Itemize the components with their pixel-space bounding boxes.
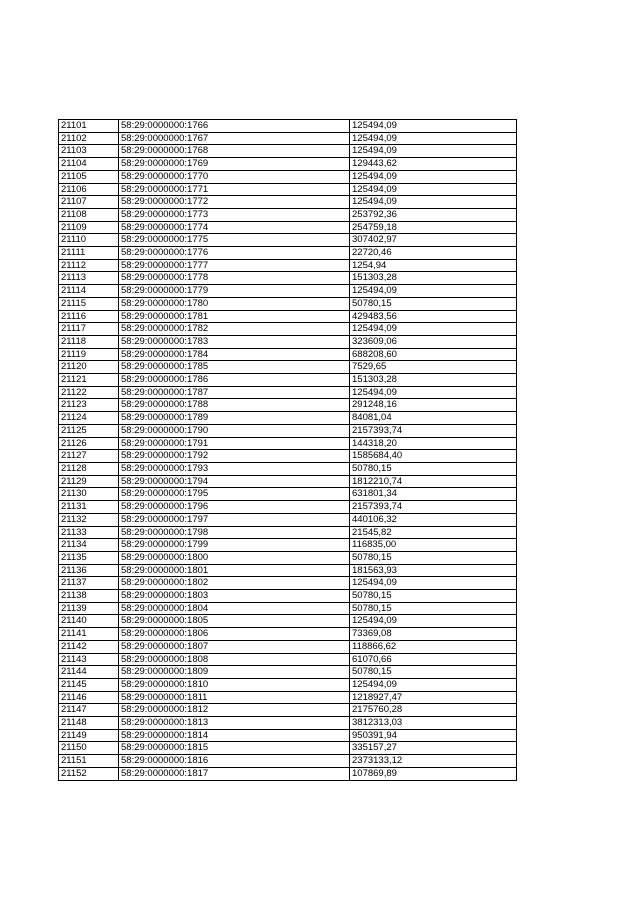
table-row [59,615,517,628]
value-cell: 307402,97 [350,234,517,247]
value-cell: 335157,27 [350,742,517,755]
row-number-cell: 21122 [59,386,119,399]
table-row [59,526,517,539]
table-row [59,259,517,272]
row-number-cell: 21119 [59,348,119,361]
value-cell: 125494,09 [350,323,517,336]
row-number-cell: 21102 [59,132,119,145]
table-row [59,704,517,717]
table-row [59,323,517,336]
table-row [59,297,517,310]
row-number-cell: 21133 [59,526,119,539]
row-number-cell: 21101 [59,120,119,133]
cadastral-number-cell: 58:29:0000000:1781 [119,310,350,323]
row-number-cell: 21130 [59,488,119,501]
row-number-cell: 21104 [59,158,119,171]
cadastral-number-cell: 58:29:0000000:1816 [119,755,350,768]
value-cell: 1218927,47 [350,691,517,704]
row-number-cell: 21103 [59,145,119,158]
value-cell: 440106,32 [350,513,517,526]
table-row [59,551,517,564]
cadastral-number-cell: 58:29:0000000:1768 [119,145,350,158]
row-number-cell: 21128 [59,462,119,475]
cadastral-number-cell: 58:29:0000000:1810 [119,678,350,691]
table-row [59,628,517,641]
row-number-cell: 21116 [59,310,119,323]
table-row [59,501,517,514]
cadastral-number-cell: 58:29:0000000:1803 [119,590,350,603]
row-number-cell: 21123 [59,399,119,412]
table-row [59,577,517,590]
cadastral-number-cell: 58:29:0000000:1795 [119,488,350,501]
value-cell: 125494,09 [350,170,517,183]
value-cell: 125494,09 [350,145,517,158]
row-number-cell: 21110 [59,234,119,247]
cadastral-number-cell: 58:29:0000000:1797 [119,513,350,526]
value-cell: 50780,15 [350,462,517,475]
row-number-cell: 21115 [59,297,119,310]
value-cell: 688208,60 [350,348,517,361]
value-cell: 125494,09 [350,615,517,628]
row-number-cell: 21132 [59,513,119,526]
value-cell: 125494,09 [350,132,517,145]
cadastral-number-cell: 58:29:0000000:1806 [119,628,350,641]
value-cell: 50780,15 [350,551,517,564]
row-number-cell: 21105 [59,170,119,183]
row-number-cell: 21142 [59,640,119,653]
cadastral-number-cell: 58:29:0000000:1788 [119,399,350,412]
cadastral-number-cell: 58:29:0000000:1798 [119,526,350,539]
cadastral-number-cell: 58:29:0000000:1802 [119,577,350,590]
row-number-cell: 21129 [59,475,119,488]
cadastral-value-table [58,119,517,781]
cadastral-number-cell: 58:29:0000000:1800 [119,551,350,564]
row-number-cell: 21145 [59,678,119,691]
value-cell: 323609,06 [350,335,517,348]
table-row [59,272,517,285]
value-cell: 1812210,74 [350,475,517,488]
value-cell: 7529,65 [350,361,517,374]
cadastral-number-cell: 58:29:0000000:1813 [119,717,350,730]
table-row [59,412,517,425]
value-cell: 21545,82 [350,526,517,539]
cadastral-number-cell: 58:29:0000000:1799 [119,539,350,552]
row-number-cell: 21121 [59,374,119,387]
row-number-cell: 21138 [59,590,119,603]
value-cell: 291248,16 [350,399,517,412]
value-cell: 631801,34 [350,488,517,501]
value-cell: 73369,08 [350,628,517,641]
value-cell: 22720,46 [350,247,517,260]
table-row [59,374,517,387]
value-cell: 253792,36 [350,208,517,221]
table-row [59,399,517,412]
cadastral-number-cell: 58:29:0000000:1782 [119,323,350,336]
value-cell: 125494,09 [350,285,517,298]
table-row [59,361,517,374]
row-number-cell: 21117 [59,323,119,336]
value-cell: 2373133,12 [350,755,517,768]
value-cell: 1585684,40 [350,450,517,463]
row-number-cell: 21127 [59,450,119,463]
table-row [59,602,517,615]
row-number-cell: 21137 [59,577,119,590]
row-number-cell: 21139 [59,602,119,615]
cadastral-number-cell: 58:29:0000000:1790 [119,424,350,437]
value-cell: 125494,09 [350,678,517,691]
table-row [59,564,517,577]
row-number-cell: 21152 [59,767,119,780]
table-row [59,310,517,323]
table-row [59,158,517,171]
value-cell: 107869,89 [350,767,517,780]
cadastral-number-cell: 58:29:0000000:1783 [119,335,350,348]
value-cell: 116835,00 [350,539,517,552]
cadastral-number-cell: 58:29:0000000:1791 [119,437,350,450]
table-row [59,183,517,196]
value-cell: 3812313,03 [350,717,517,730]
value-cell: 61070,66 [350,653,517,666]
cadastral-number-cell: 58:29:0000000:1786 [119,374,350,387]
table-row [59,767,517,780]
value-cell: 118866,62 [350,640,517,653]
row-number-cell: 21124 [59,412,119,425]
value-cell: 2157393,74 [350,424,517,437]
table-row [59,488,517,501]
value-cell: 125494,09 [350,577,517,590]
cadastral-number-cell: 58:29:0000000:1766 [119,120,350,133]
cadastral-number-cell: 58:29:0000000:1770 [119,170,350,183]
cadastral-number-cell: 58:29:0000000:1812 [119,704,350,717]
table-row [59,145,517,158]
table-row [59,755,517,768]
row-number-cell: 21111 [59,247,119,260]
cadastral-number-cell: 58:29:0000000:1774 [119,221,350,234]
value-cell: 151303,28 [350,374,517,387]
table-row [59,513,517,526]
table-row [59,717,517,730]
cadastral-number-cell: 58:29:0000000:1793 [119,462,350,475]
cadastral-number-cell: 58:29:0000000:1817 [119,767,350,780]
row-number-cell: 21125 [59,424,119,437]
row-number-cell: 21112 [59,259,119,272]
row-number-cell: 21120 [59,361,119,374]
cadastral-number-cell: 58:29:0000000:1805 [119,615,350,628]
table-row [59,666,517,679]
table-row [59,386,517,399]
table-row [59,729,517,742]
value-cell: 151303,28 [350,272,517,285]
table-row [59,170,517,183]
cadastral-number-cell: 58:29:0000000:1804 [119,602,350,615]
row-number-cell: 21109 [59,221,119,234]
cadastral-number-cell: 58:29:0000000:1780 [119,297,350,310]
table-row [59,132,517,145]
cadastral-number-cell: 58:29:0000000:1773 [119,208,350,221]
cadastral-number-cell: 58:29:0000000:1785 [119,361,350,374]
table-row [59,424,517,437]
row-number-cell: 21140 [59,615,119,628]
row-number-cell: 21114 [59,285,119,298]
row-number-cell: 21118 [59,335,119,348]
row-number-cell: 21143 [59,653,119,666]
table-row [59,221,517,234]
value-cell: 1254,94 [350,259,517,272]
row-number-cell: 21144 [59,666,119,679]
table-row [59,653,517,666]
row-number-cell: 21107 [59,196,119,209]
cadastral-number-cell: 58:29:0000000:1772 [119,196,350,209]
row-number-cell: 21135 [59,551,119,564]
cadastral-number-cell: 58:29:0000000:1789 [119,412,350,425]
table-row [59,462,517,475]
cadastral-number-cell: 58:29:0000000:1794 [119,475,350,488]
cadastral-number-cell: 58:29:0000000:1796 [119,501,350,514]
row-number-cell: 21147 [59,704,119,717]
row-number-cell: 21149 [59,729,119,742]
value-cell: 950391,94 [350,729,517,742]
value-cell: 129443,62 [350,158,517,171]
row-number-cell: 21141 [59,628,119,641]
table-row [59,208,517,221]
cadastral-number-cell: 58:29:0000000:1784 [119,348,350,361]
row-number-cell: 21108 [59,208,119,221]
cadastral-number-cell: 58:29:0000000:1809 [119,666,350,679]
cadastral-number-cell: 58:29:0000000:1771 [119,183,350,196]
value-cell: 144318,20 [350,437,517,450]
cadastral-number-cell: 58:29:0000000:1814 [119,729,350,742]
row-number-cell: 21106 [59,183,119,196]
cadastral-number-cell: 58:29:0000000:1815 [119,742,350,755]
table-row [59,539,517,552]
cadastral-number-cell: 58:29:0000000:1787 [119,386,350,399]
table-row [59,247,517,260]
cadastral-number-cell: 58:29:0000000:1779 [119,285,350,298]
value-cell: 125494,09 [350,183,517,196]
table-body [59,120,517,781]
cadastral-number-cell: 58:29:0000000:1767 [119,132,350,145]
row-number-cell: 21148 [59,717,119,730]
row-number-cell: 21151 [59,755,119,768]
table-row [59,450,517,463]
value-cell: 125494,09 [350,120,517,133]
row-number-cell: 21146 [59,691,119,704]
value-cell: 125494,09 [350,386,517,399]
table-row [59,285,517,298]
value-cell: 50780,15 [350,666,517,679]
cadastral-number-cell: 58:29:0000000:1775 [119,234,350,247]
table-row [59,120,517,133]
value-cell: 254759,18 [350,221,517,234]
value-cell: 429483,56 [350,310,517,323]
value-cell: 2157393,74 [350,501,517,514]
cadastral-number-cell: 58:29:0000000:1807 [119,640,350,653]
row-number-cell: 21134 [59,539,119,552]
value-cell: 2175760,28 [350,704,517,717]
value-cell: 50780,15 [350,602,517,615]
row-number-cell: 21136 [59,564,119,577]
value-cell: 125494,09 [350,196,517,209]
table-row [59,335,517,348]
cadastral-number-cell: 58:29:0000000:1808 [119,653,350,666]
table-row [59,437,517,450]
table-row [59,742,517,755]
cadastral-number-cell: 58:29:0000000:1778 [119,272,350,285]
value-cell: 50780,15 [350,297,517,310]
cadastral-number-cell: 58:29:0000000:1777 [119,259,350,272]
table-row [59,196,517,209]
value-cell: 50780,15 [350,590,517,603]
cadastral-number-cell: 58:29:0000000:1776 [119,247,350,260]
value-cell: 181563,93 [350,564,517,577]
table-row [59,234,517,247]
row-number-cell: 21126 [59,437,119,450]
row-number-cell: 21131 [59,501,119,514]
table-row [59,691,517,704]
table-row [59,475,517,488]
row-number-cell: 21150 [59,742,119,755]
cadastral-number-cell: 58:29:0000000:1801 [119,564,350,577]
table-row [59,348,517,361]
cadastral-number-cell: 58:29:0000000:1792 [119,450,350,463]
table-row [59,640,517,653]
value-cell: 84081,04 [350,412,517,425]
cadastral-number-cell: 58:29:0000000:1811 [119,691,350,704]
cadastral-number-cell: 58:29:0000000:1769 [119,158,350,171]
table-row [59,590,517,603]
table-row [59,678,517,691]
row-number-cell: 21113 [59,272,119,285]
